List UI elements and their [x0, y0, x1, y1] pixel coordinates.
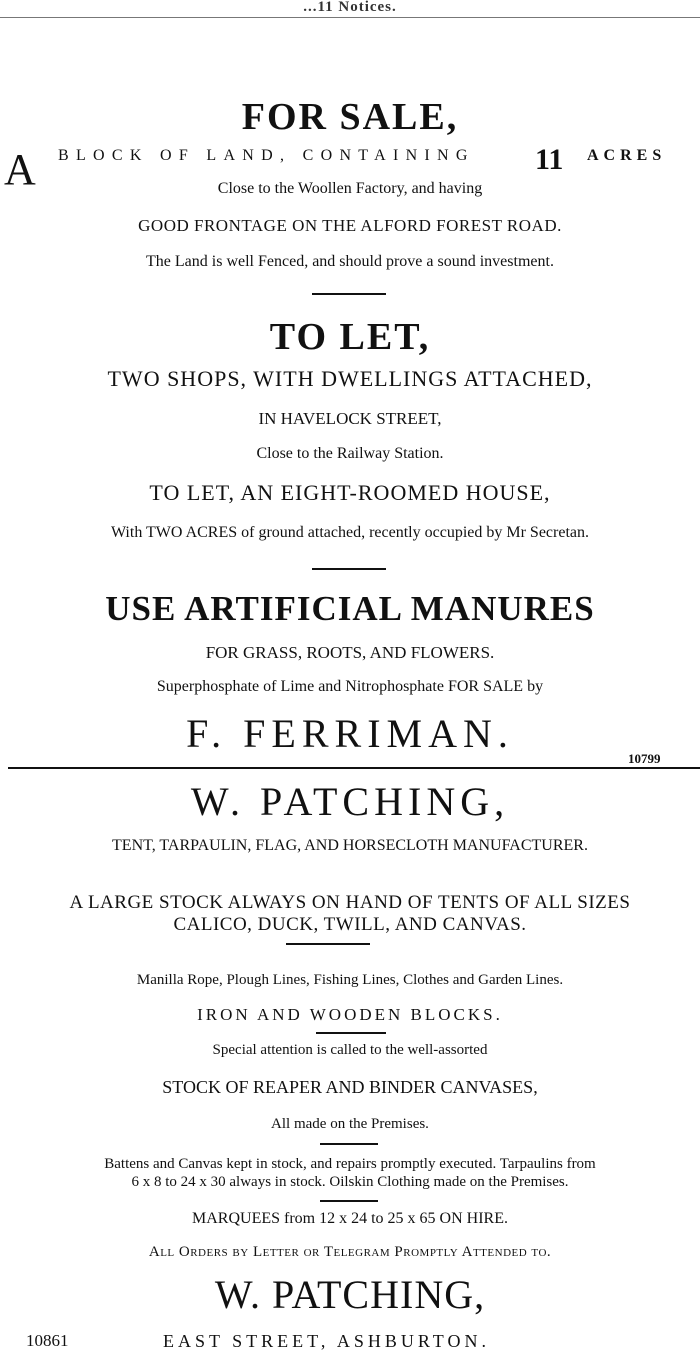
patching-lines: Manilla Rope, Plough Lines, Fishing Lines, Clothes and Garden Lines. — [136, 972, 564, 988]
drop-cap: A — [4, 145, 36, 194]
manures-line2: Superphosphate of Lime and Nitrophosphate FOR SALE by — [156, 678, 544, 695]
patching-marquees: MARQUEES from 12 x 24 to 25 x 65 ON HIRE. — [192, 1210, 508, 1227]
to-let-heading: TO LET, — [269, 316, 431, 358]
acres-label: ACRES — [587, 147, 667, 164]
section-rule — [312, 568, 386, 570]
section-rule — [320, 1200, 378, 1202]
patching-address: EAST STREET, ASHBURTON. — [163, 1331, 490, 1351]
patching-premises: All made on the Premises. — [271, 1116, 429, 1132]
ad-number: 10861 — [26, 1331, 69, 1350]
to-let-line2: IN HAVELOCK STREET, — [258, 409, 442, 428]
ad-number: 10799 — [628, 751, 661, 766]
acres-number: 11 — [535, 143, 564, 176]
patching-attention: Special attention is called to the well-assorted — [212, 1042, 488, 1058]
header-rule — [0, 17, 700, 18]
to-let-line4: TO LET, AN EIGHT-ROOMED HOUSE, — [149, 480, 551, 505]
manures-heading: USE ARTIFICIAL MANURES — [105, 589, 595, 628]
patching-battens2: 6 x 8 to 24 x 30 always in stock. Oilskin Clothing made on the Premises. — [131, 1174, 569, 1190]
page-header: ...11 Notices. — [303, 0, 397, 15]
patching-stock1: A LARGE STOCK ALWAYS ON HAND OF TENTS OF ALL SIZES — [69, 892, 631, 913]
patching-trade: TENT, TARPAULIN, FLAG, AND HORSECLOTH MANUFACTURER. — [112, 837, 588, 854]
section-rule — [312, 293, 386, 295]
advertisement-divider — [8, 767, 700, 769]
for-sale-line2: Close to the Woollen Factory, and having — [217, 180, 483, 197]
manures-line1: FOR GRASS, ROOTS, AND FLOWERS. — [205, 643, 495, 662]
patching-blocks: IRON AND WOODEN BLOCKS. — [197, 1005, 503, 1024]
patching-canvases: STOCK OF REAPER AND BINDER CANVASES, — [162, 1077, 538, 1097]
for-sale-line1: BLOCK OF LAND, CONTAINING — [58, 147, 475, 164]
patching-stock2: CALICO, DUCK, TWILL, AND CANVAS. — [173, 914, 527, 935]
to-let-line5: With TWO ACRES of ground attached, recently occupied by Mr Secretan. — [110, 524, 590, 541]
patching-battens1: Battens and Canvas kept in stock, and repairs promptly executed. Tarpaulins from — [104, 1156, 596, 1172]
patching-orders: All Orders by Letter or Telegram Promptly Attended to. — [148, 1244, 552, 1260]
patching-name: W. PATCHING, — [190, 779, 510, 824]
to-let-line1: TWO SHOPS, WITH DWELLINGS ATTACHED, — [107, 366, 593, 391]
section-rule — [320, 1143, 378, 1145]
section-rule — [316, 1032, 386, 1034]
for-sale-heading: FOR SALE, — [241, 96, 459, 138]
to-let-line3: Close to the Railway Station. — [256, 445, 444, 462]
for-sale-line3: GOOD FRONTAGE ON THE ALFORD FOREST ROAD. — [138, 216, 562, 235]
for-sale-line4: The Land is well Fenced, and should prove a sound investment. — [146, 253, 554, 270]
section-rule — [286, 943, 370, 945]
seller-name: F. FERRIMAN. — [186, 711, 514, 756]
patching-name-footer: W. PATCHING, — [214, 1272, 486, 1317]
